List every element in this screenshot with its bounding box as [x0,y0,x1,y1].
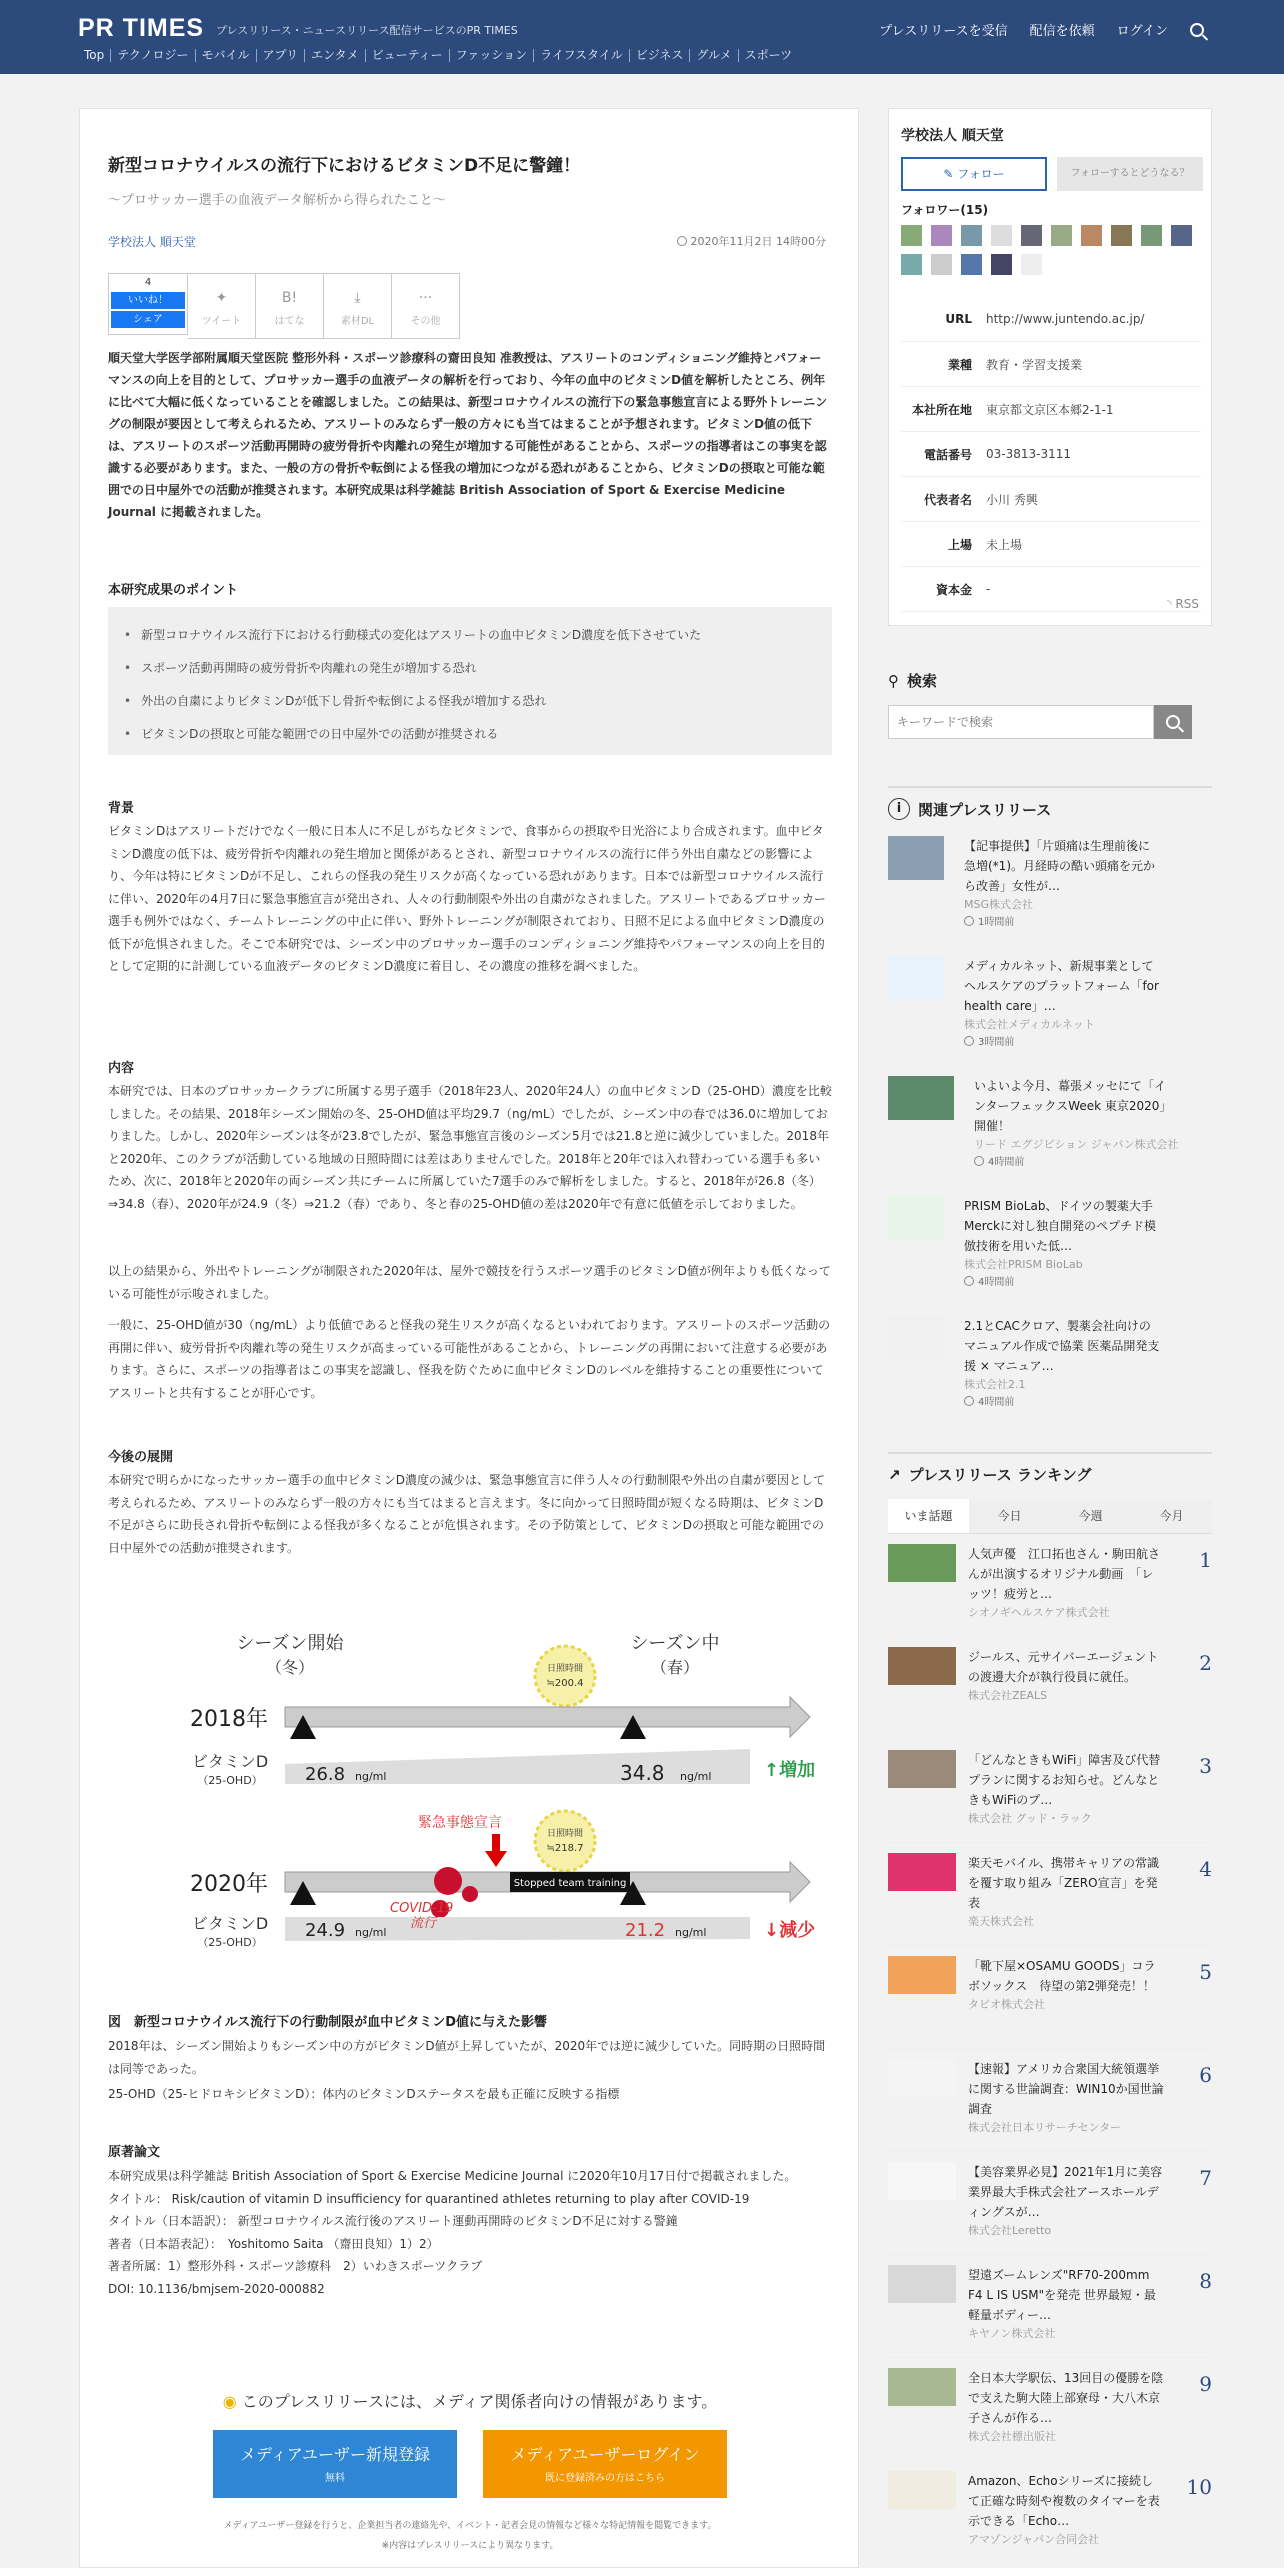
related-thumb [888,1316,944,1360]
search-button[interactable] [1154,705,1192,739]
fig-v2020b: 21.2 [625,1920,666,1941]
ranking-item[interactable]: 【美容業界必見】2021年1月に美容業界最大手株式会社アースホールディングスが… 株式会社Leretto 7 [888,2152,1212,2255]
fig-season-mid: シーズン中 [630,1633,720,1654]
related-section [888,786,1212,1420]
fig-unit: ng/ml [355,1770,387,1783]
ranking-item[interactable]: 全日本大学駅伝、13回目の優勝を陰で支えた駒大陸上部寮母・大八木京子さんが作る… 株式会社標出版社 9 [888,2358,1212,2461]
fb-share-button[interactable]: シェア [111,311,185,328]
info-row: 上場 未上場 [901,522,1201,567]
twitter-icon: ✦ [215,290,228,306]
fig-unit: ng/ml [355,1926,387,1939]
point-item: • スポーツ活動再開時の疲労骨折や肉離れの発生が増加する恐れ [124,652,832,685]
background-heading: 背景 [108,801,135,816]
ranking-thumb [888,1544,956,1582]
info-row: 本社所在地 東京都文京区本郷2-1-1 [901,387,1201,432]
hatena-button[interactable]: B! はてな [256,273,324,339]
avatar[interactable] [991,254,1012,275]
ranking-thumb [888,1750,956,1788]
points-heading: 本研究成果のポイント [108,583,239,598]
avatar[interactable] [901,254,922,275]
follow-icon: ✎ [943,167,958,181]
fb-like-box [108,273,188,335]
media-register-button[interactable]: メディアユーザー新規登録 無料 [213,2430,457,2498]
nav-request[interactable]: 配信を依頼 [1029,24,1095,39]
org-name[interactable]: 学校法人 順天堂 [901,128,1004,144]
related-heading: 関連プレスリリース [918,800,1052,819]
point-item: • 外出の自粛によりビタミンDが低下し骨折や転倒による怪我が増加する恐れ [124,685,832,718]
rank-number: 8 [1199,2269,1212,2293]
cat-top[interactable]: Top [84,49,111,62]
fig-stopped: Stopped team training [513,1878,627,1889]
company-url[interactable]: http://www.juntendo.ac.jp/ [986,312,1145,326]
cat-beauty[interactable]: ビューティー [366,49,450,62]
header-nav [879,20,1204,39]
info-row: 代表者名 小川 秀興 [901,477,1201,522]
avatar[interactable] [901,225,922,246]
fig-covid: COVID-19 [390,1901,454,1916]
cat-fashion[interactable]: ファッション [450,49,535,62]
download-icon: ⤓ [354,290,361,306]
article-title: 新型コロナウイルスの流行下におけるビタミンD不足に警鐘！ [108,156,581,176]
avatar[interactable] [961,225,982,246]
paper-info: 本研究成果は科学雑誌 British Association of Sport & Exercise Medicine Journal に2020年10月17日付で掲載されました。 タイトル： Risk/caution of vitamin D insufficiency for quarantined athletes returning to play after COVID-19 タイトル（日本語訳）： 新型コロナウイルス流行後のアスリート運動再開時のビタミンD不足に対する警鐘 著者（日本語表記）： Yoshitomo Saita （齋田良知）1）2） 著者所属：1）整形外科・スポーツ診療科 2）いわきスポーツクラブ DOI: 10.1136/bmjsem-2020-000882 [108,2169,797,2296]
point-item: • ビタミンDの摂取と可能な範囲での日中屋外での活動が推奨される [124,718,832,751]
follower-avatars [901,225,1201,275]
ranking-thumb [888,2162,956,2200]
follower-count: フォロワー(15) [901,203,989,217]
ranking-item[interactable]: 「靴下屋×OSAMU GOODS」コラボソックス 待望の第2弾発売！！ タビオ株式会社 5 [888,1946,1212,2049]
fig-ohd-2020: （25-OHD） [197,1936,263,1949]
rank-number: 10 [1186,2475,1212,2499]
content-text: 本研究では、日本のプロサッカークラブに所属する男子選手（2018年23人、2020年24人）の血中ビタミンD（25-OHD）濃度を比較しました。その結果、2018年シーズン開始の冬、25-OHD値は平均29.7（ng/mL）でしたが、シーズン中の春では36.0に増加しておりました。しかし、2020年シーズンは冬が23.8でしたが、緊急事態宣言後のシーズン5月では21.8と逆に減少していました。2018年と2020年、このクラブが活動している地域の日照時間には差はありませんでした。2018年と20年では入れ替わっている選手も多いため、次に、2018年と2020年の両シーズン共にチームに所属していた7選手のみで解析をしました。すると、2018年が26.8（冬）⇒34.8（春）、2020年が24.9（冬）⇒21.2（春）であり、冬と春の25-OHD値の差は2020年で有意に低値を示しておりました。 [108,1084,832,1211]
rank-number: 3 [1199,1754,1212,1778]
fig-v2018b: 34.8 [620,1761,665,1785]
ranking-item[interactable]: 望遠ズームレンズ"RF70-200mm F4 L IS USM"を発売 世界最短・最軽量ボディー… キヤノン株式会社 8 [888,2255,1212,2358]
rank-number: 4 [1199,1857,1212,1881]
timeline-2018 [285,1697,810,1737]
related-item[interactable]: PRISM BioLab、ドイツの製薬大手Merckに対し独自開発のペプチド模倣技術を用いた低… 株式会社PRISM BioLab 4時間前 [888,1180,1212,1300]
follow-button[interactable]: ✎ フォロー [901,157,1047,191]
media-section [108,2389,832,2556]
rank-number: 1 [1199,1548,1212,1572]
search-input[interactable] [888,705,1154,739]
fig-sun-2020: ≒218.7 [546,1843,584,1854]
ranking-item[interactable]: 人気声優 江口拓也さん・駒田航さんが出演するオリジナル動画 「レッツ！疲労と… シオノギヘルスケア株式会社 1 [888,1534,1212,1637]
fig-season-start: シーズン開始 [236,1633,344,1654]
related-item[interactable]: メディカルネット、新規事業としてヘルスケアのプラットフォーム「for health care」… 株式会社メディカルネット 3時間前 [888,940,1212,1060]
trend-icon: ↗ [888,1465,901,1484]
lead-paragraph: 順天堂大学医学部附属順天堂医院 整形外科・スポーツ診療科の齋田良知 准教授は、アスリートのコンディショニング維持とパフォーマンスの向上を目的として、プロサッカー選手の血液データの解析を行っており、今年の血中のビタミンD値を解析したところ、例年に比べて大幅に低くなっていることを確認しました。この結果は、新型コロナウイルスの流行下の緊急事態宣言による野外トレーニングの制限が要因として考えられるため、アスリートのみならず一般の方々にも当てはまることが予想されます。ビタミンD値の低下は、アスリートのスポーツ活動再開時の疲労骨折や肉離れの発生が増加する可能性があることから、スポーツの指導者はこの事実を認識する必要があります。また、一般の方の骨折や転倒による怪我の増加につながる恐れがあることから、ビタミンDの摂取と可能な範囲での日中屋外での活動が推奨されます。本研究成果は科学雑誌 British Association of Sport & Exercise Medicine Journal に掲載されました。 [108,351,828,519]
content-text-3: 一般に、25-OHD値が30（ng/mL）より低値であると怪我の発生リスクが高くなるといわれております。アスリートのスポーツ活動の再開に伴い、疲労骨折や肉離れ等の発生リスクが高まっている可能性があることから、トレーニングの再開において注意する必要があります。さらに、スポーツの指導者はこの事実を認識し、怪我を防ぐために血中ビタミンDのレベルを維持することの重要性についてアスリートと共有することが肝心です。 [108,1318,831,1400]
info-icon: ◉ [222,2392,242,2411]
fig-emergency: 緊急事態宣言 [418,1815,502,1831]
category-nav [84,49,798,62]
company-info [901,297,1201,612]
media-note: メディアユーザー登録を行うと、企業担当者の連絡先や、イベント・記者会見の情報など様々な特記情報を閲覧できます。 ※内容はプレスリリースにより異なります。 [223,2521,717,2551]
search-heading: 検索 [907,672,938,690]
rank-number: 9 [1199,2372,1212,2396]
fig-unit: ng/ml [675,1926,707,1939]
related-thumb [888,1076,954,1120]
info-row: 業種 教育・学習支援業 [901,342,1201,387]
related-thumb [888,956,944,1000]
fig-spring: （春） [650,1658,700,1677]
fig-winter: （冬） [265,1658,315,1677]
prtimes-logo[interactable]: PR TIMES [78,14,205,42]
search-icon[interactable] [1190,23,1204,37]
cat-app[interactable]: アプリ [257,49,306,62]
info-row: 資本金 - [901,567,1201,612]
like-count: 4 [144,277,152,288]
ranking-heading: プレスリリース ランキング [908,1466,1092,1484]
vitamin-d-figure [170,1619,820,1964]
publish-date: 2020年11月2日 14時00分 [677,233,826,249]
company-card [888,108,1212,626]
tab-now[interactable]: いま話題 [888,1499,969,1533]
fig-up: ↑増加 [764,1760,816,1781]
related-thumb [888,836,944,880]
search-icon: ⚲ [888,671,899,690]
points-list [108,607,832,755]
avatar[interactable] [961,254,982,275]
related-item[interactable]: いよいよ今月、幕張メッセにて「インターフェックスWeek 東京2020」開催！ リード エグジビション ジャパン株式会社 4時間前 [888,1060,1212,1180]
ranking-item[interactable]: Amazon、Echoシリーズに接続して正確な時刻や複数のタイマーを表示できる「Echo… アマゾンジャパン合同会社 10 [888,2461,1212,2564]
tab-today[interactable]: 今日 [969,1499,1050,1533]
ranking-item[interactable]: ジールス、元サイバーエージェントの渡邊大介が執行役員に就任。 株式会社ZEALS 2 [888,1637,1212,1740]
ranking-item[interactable]: 【速報】アメリカ合衆国大統領選挙に関する世論調査：WIN10か国世論調査 株式会社日本リサーチセンター 6 [888,2049,1212,2152]
article-subtitle: ～プロサッカー選手の血液データ解析から得られたこと～ [108,193,446,208]
tab-week[interactable]: 今週 [1050,1499,1131,1533]
hatena-icon: B! [281,290,298,306]
covid-virus-icon [462,1886,478,1902]
covid-virus-icon [434,1867,462,1895]
fig-sun-label: 日照時間 [546,1829,584,1839]
clock-icon [964,1036,974,1046]
cat-gourmet[interactable]: グルメ [690,49,738,62]
share-bar [108,273,460,339]
tagline: プレスリリース・ニュースリリース配信サービスのPR TIMES [216,24,518,37]
figure-caption-title: 図 新型コロナウイルス流行下の行動制限が血中ビタミンD値に与えた影響 [108,2015,548,2030]
ranking-thumb [888,2471,956,2509]
nav-receive[interactable]: プレスリリースを受信 [879,24,1008,39]
fig-down: ↓減少 [764,1920,816,1941]
avatar[interactable] [1021,254,1042,275]
ranking-thumb [888,2368,956,2406]
fig-year-2020: 2020年 [190,1872,268,1897]
future-text: 本研究で明らかになったサッカー選手の血中ビタミンD濃度の減少は、緊急事態宣言に伴う人々の行動制限や外出の自粛が要因として考えられるため、アスリートのみならず一般の方々にも当てはまると言えます。冬に向かって日照時間が短くなる時期は、ビタミンD不足がさらに助長され骨折や転倒による怪我が多くなることが危惧されます。その予防策として、ビタミンDの摂取と可能な範囲での日中屋外での活動が推奨されます。 [108,1473,826,1555]
nav-login[interactable]: ログイン [1116,24,1168,39]
clock-icon [964,1396,974,1406]
fb-like-button[interactable]: いいね！ [111,292,185,309]
avatar[interactable] [1141,225,1162,246]
cat-entame[interactable]: エンタメ [305,49,366,62]
related-thumb [888,1196,944,1240]
rss-link[interactable]: ◝ RSS [1166,597,1199,611]
fig-v2018a: 26.8 [305,1764,346,1785]
ranking-item[interactable]: 「どんなときもWiFi」障害及び代替プランに関するお知らせ。どんなときもWiFiのプ… 株式会社 グッド・ラック 3 [888,1740,1212,1843]
clock-icon [964,916,974,926]
figure-caption: 2018年は、シーズン開始よりもシーズン中の方がビタミンD値が上昇していたが、2020年では逆に減少していた。同時期の日照時間は同等であった。 [108,2039,826,2076]
content-heading: 内容 [108,1061,135,1076]
avatar[interactable] [1171,225,1192,246]
fig-vitd-2018: ビタミンD [191,1752,269,1771]
paper-heading: 原著論文 [108,2145,161,2160]
tweet-button[interactable]: ✦ ツイート [188,273,256,339]
content-text-2: 以上の結果から、外出やトレーニングが制限された2020年は、屋外で競技を行うスポーツ選手のビタミンD値が例年よりも低くなっている可能性が示唆されました。 [108,1264,831,1301]
related-item[interactable]: 2.1とCACクロア、製薬会社向けのマニュアル作成で協業 医薬品開発支援 × マニュア… 株式会社2.1 4時間前 [888,1300,1212,1420]
fig-year-2018: 2018年 [190,1707,268,1732]
clock-icon [677,236,687,246]
avatar[interactable] [991,225,1012,246]
info-row: 電話番号 03-3813-3111 [901,432,1201,477]
ranking-section [888,1452,1212,2564]
tab-month[interactable]: 今月 [1131,1499,1212,1533]
avatar[interactable] [931,225,952,246]
background-text: ビタミンDはアスリートだけでなく一般に日本人に不足しがちなビタミンで、食事からの摂取や日光浴により合成されます。血中ビタミンD濃度の低下は、疲労骨折や肉離れの発生増加と関係があるとされ、新型コロナウイルスの流行に伴う外出自粛などの影響により、今年は特にビタミンDが不足し、これらの怪我の発生リスクが高くなっている恐れがあります。日本では新型コロナウイルス流行に伴い、2020年の4月7日に緊急事態宣言が発出され、人々の行動制限や外出の自粛がなされました。アスリートであるプロサッカー選手も例外ではなく、チームトレーニングの中止に伴い、野外トレーニングが制限されており、日照不足による血中ビタミンD濃度の低下が危惧されました。そこで本研究では、シーズン中のプロサッカー選手のコンディショニング維持やパフォーマンスの向上を目的として定期的に計測している血液データのビタミンD濃度に着目し、その濃度の推移を調べました。 [108,824,826,973]
ranking-thumb [888,2059,956,2097]
rank-number: 7 [1199,2166,1212,2190]
cat-sports[interactable]: スポーツ [744,48,793,62]
fig-sun-label: 日照時間 [546,1664,584,1674]
info-row: URL http://www.juntendo.ac.jp/ [901,297,1201,342]
point-item: • 新型コロナウイルス流行下における行動様式の変化はアスリートの血中ビタミンD濃度を低下させていた [124,619,832,652]
fig-v2020a: 24.9 [305,1920,346,1941]
avatar[interactable] [1081,225,1102,246]
rss-icon: ◝ [1166,597,1176,611]
rank-number: 2 [1199,1651,1212,1675]
clock-icon [964,1276,974,1286]
avatar[interactable] [1051,225,1072,246]
media-login-button[interactable]: メディアユーザーログイン 既に登録済みの方はこちら [483,2430,727,2498]
ranking-thumb [888,1647,956,1685]
fig-ryuko: 流行 [410,1916,437,1931]
related-item[interactable]: 【記事提供】「片頭痛は生理前後に急増(*1)。月経時の酷い頭痛を元から改善」女性が… MSG株式会社 1時間前 [888,820,1212,940]
clock-icon [974,1156,984,1166]
sun-badge-2018 [535,1646,595,1706]
header [0,0,1284,74]
ranking-thumb [888,2265,956,2303]
fig-unit: ng/ml [680,1770,712,1783]
avatar[interactable] [1021,225,1042,246]
cat-business[interactable]: ビジネス [630,49,691,62]
search-icon [1166,715,1180,729]
ranking-item[interactable]: 楽天モバイル、携帯キャリアの常識を覆す取り組み「ZERO宣言」を発表 楽天株式会社 4 [888,1843,1212,1946]
cat-mobile[interactable]: モバイル [196,49,257,62]
cat-lifestyle[interactable]: ライフスタイル [534,49,630,62]
rank-number: 6 [1199,2063,1212,2087]
fig-vitd-2020: ビタミンD [191,1914,269,1933]
search-section [888,670,1212,739]
sun-badge-2020 [535,1811,595,1871]
company-link[interactable]: 学校法人 順天堂 [108,235,196,249]
article [79,108,859,2568]
future-heading: 今後の展開 [108,1450,174,1465]
info-icon: i [888,798,910,820]
figure-caption-2: 25-OHD（25-ヒドロキシビタミンD）：体内のビタミンDステータスを最も正確に反映する指標 [108,2087,620,2101]
follow-help-button[interactable]: フォローするとどうなる？ [1057,157,1203,191]
fig-sun-2018: ≒200.4 [546,1678,584,1689]
more-button[interactable]: ··· その他 [392,273,460,339]
cat-tech[interactable]: テクノロジー [111,49,195,62]
media-notice: ◉ このプレスリリースには、メディア関係者向けの情報があります。 [222,2392,718,2411]
ranking-thumb [888,1956,956,1994]
ranking-thumb [888,1853,956,1891]
avatar[interactable] [931,254,952,275]
fig-ohd-2018: （25-OHD） [197,1774,263,1787]
rank-number: 5 [1199,1960,1212,1984]
avatar[interactable] [1111,225,1132,246]
arrow-down-icon [485,1834,507,1867]
more-icon: ··· [418,290,433,306]
download-button[interactable]: ⤓ 素材DL [324,273,392,339]
